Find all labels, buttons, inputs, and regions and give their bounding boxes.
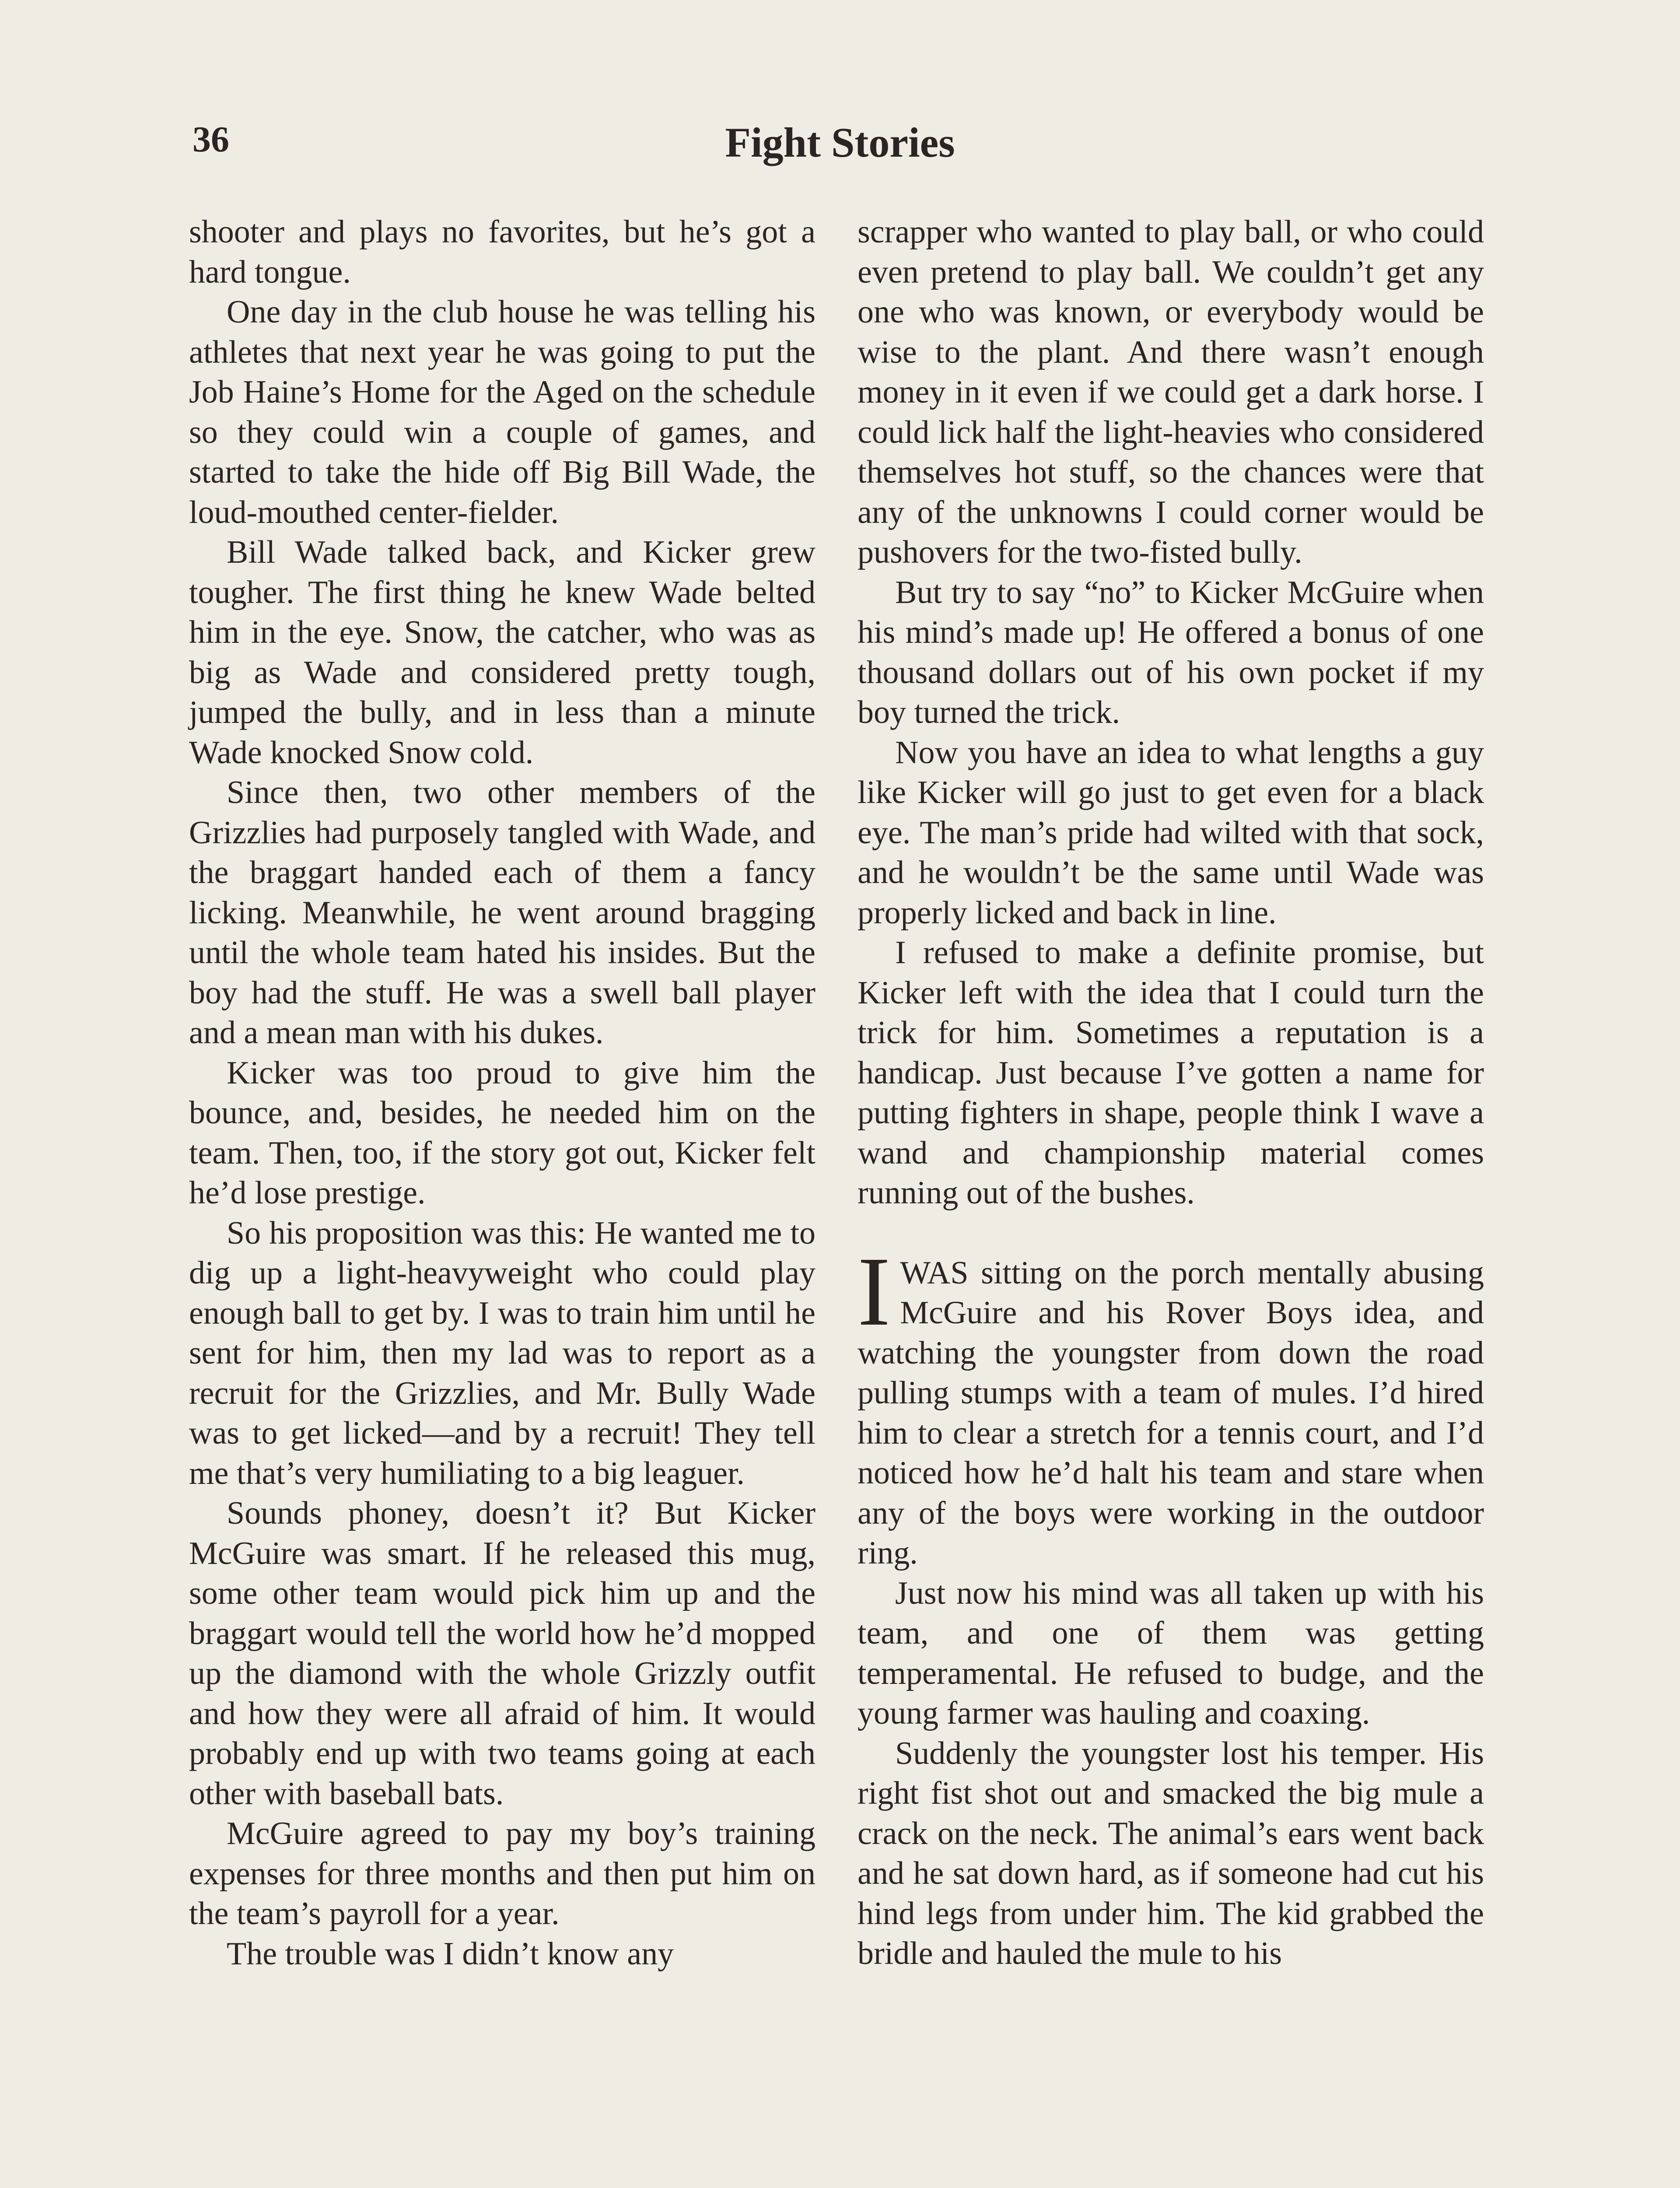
section-opening-paragraph bbox=[858, 1236, 1484, 1574]
paragraph: But try to say “no” to Kicker McGuire when his mind’s made up! He offered a bonus of one thousand dollars out of his own pocket if my boy turned the trick. bbox=[858, 574, 1484, 730]
paragraph: Suddenly the youngster lost his temper. His right fist shot out and smacked the big mule a crack on the neck. The animal’s ears went back and he sat down hard, as if someone had cut his hind legs from under him. The kid grabbed the bridle and hauled the mule to his bbox=[858, 1735, 1484, 1971]
section-opening-text: WAS sitting on the porch mentally abusing McGuire and his Rover Boys idea, and watching the youngster from down the road pulling stumps with a team of mules. I’d hired him to clear a stretch for a tennis court, and I’d noticed how he’d halt his team and stare when any of the boys were working in the outdoor ring. bbox=[858, 1255, 1484, 1571]
page-number: 36 bbox=[192, 119, 229, 160]
paragraph: Since then, two other members of the Grizzlies had purposely tangled with Wade, and the braggart handed each of them a fancy licking. Meanwhile, he went around bragging until the whole team hated his insides. But the boy had the stuff. He was a swell ball player and a mean man with his dukes. bbox=[189, 775, 816, 1051]
drop-cap: I bbox=[858, 1236, 891, 1346]
paragraph: The trouble was I didn’t know any bbox=[227, 1936, 674, 1972]
paragraph: One day in the club house he was telling his athletes that next year he was going to put the Job Haine’s Home for the Aged on the schedule so they could win a couple of games, and started to take the hide off Big Bill Wade, the loud-mouthed center-fielder. bbox=[189, 294, 816, 530]
paragraph: Just now his mind was all taken up with his team, and one of them was getting temperamental. He refused to budge, and the young farmer was hauling and coaxing. bbox=[858, 1575, 1484, 1731]
right-column bbox=[858, 212, 1484, 1974]
paragraph: scrapper who wanted to play ball, or who could even pretend to play ball. We couldn’t get any one who was known, or everybody would be wise to the plant. And there wasn’t enough money in it even if we could get a dark horse. I could lick half the light-heavies who considered themselves hot stuff, so the chances were that any of the unknowns I could corner would be pushovers for the two-fisted bully. bbox=[858, 214, 1484, 570]
running-head-title: Fight Stories bbox=[725, 119, 955, 166]
paragraph: shooter and plays no favorites, but he’s got a hard tongue. bbox=[189, 214, 816, 290]
paragraph: McGuire agreed to pay my boy’s training expenses for three months and then put him on the team’s payroll for a year. bbox=[189, 1816, 816, 1932]
paragraph: So his proposition was this: He wanted me to dig up a light-heavyweight who could play enough ball to get by. I was to train him until he sent for him, then my lad was to report as a recruit for the Grizzlies, and Mr. Bully Wade was to get licked—and by a recruit! They tell me that’s very humiliating to a big leaguer. bbox=[189, 1215, 816, 1491]
paragraph: Sounds phoney, doesn’t it? But Kicker McGuire was smart. If he released this mug, some other team would pick him up and the braggart would tell the world how he’d mopped up the diamond with the whole Grizzly outfit and how they were all afraid of him. It would probably end up with two teams going at each other with baseball bats. bbox=[189, 1495, 816, 1812]
paragraph: Kicker was too proud to give him the bounce, and, besides, he needed him on the team. Then, too, if the story got out, Kicker felt he’d lose prestige. bbox=[189, 1055, 816, 1211]
paragraph: I refused to make a definite promise, but Kicker left with the idea that I could turn the trick for him. Sometimes a reputation is a handicap. Just because I’ve gotten a name for putting fighters in shape, people think I wave a wand and championship material comes running out of the bushes. bbox=[858, 935, 1484, 1211]
paragraph: Bill Wade talked back, and Kicker grew tougher. The first thing he knew Wade belted him in the eye. Snow, the catcher, who was as big as Wade and considered pretty tough, jumped the bully, and in less than a minute Wade knocked Snow cold. bbox=[189, 534, 816, 771]
left-column bbox=[189, 212, 816, 1974]
paragraph: Now you have an idea to what lengths a guy like Kicker will go just to get even for a black eye. The man’s pride had wilted with that sock, and he wouldn’t be the same until Wade was properly licked and back in line. bbox=[858, 734, 1484, 931]
